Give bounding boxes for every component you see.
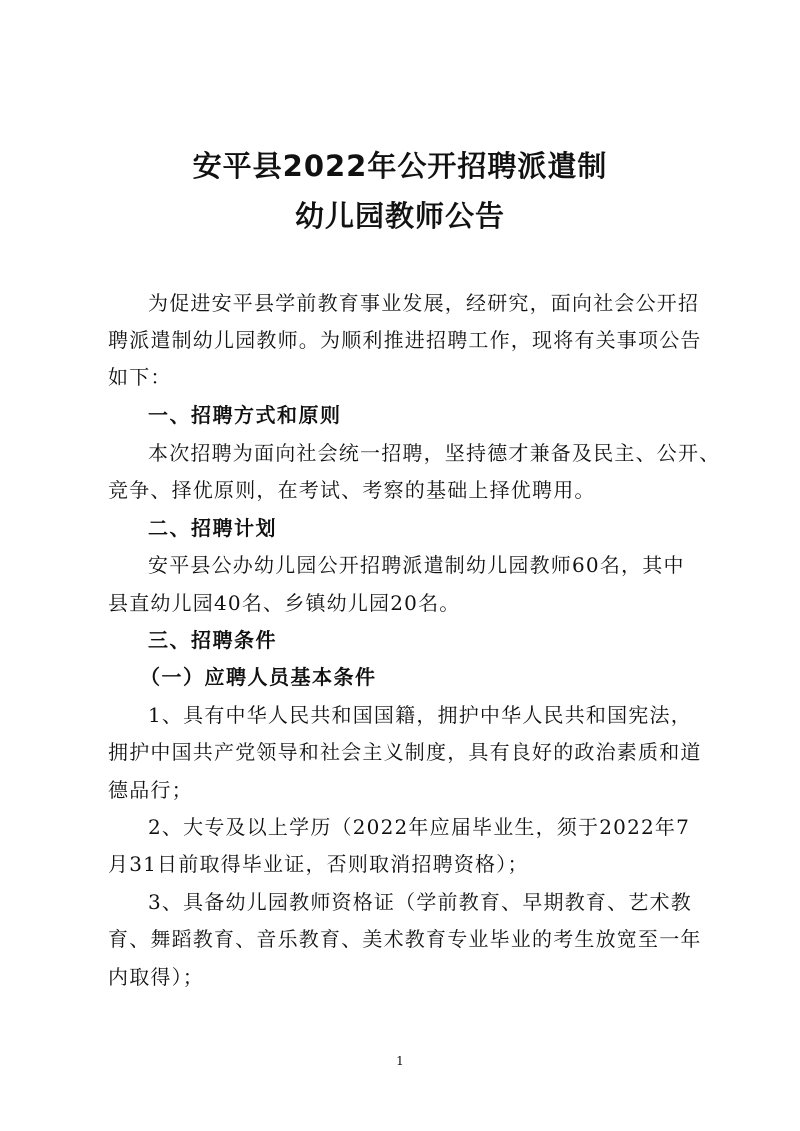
item-1-line-2: 拥护中国共产党领导和社会主义制度，具有良好的政治素质和道	[108, 740, 702, 764]
item-1-line-3: 德品行；	[108, 778, 193, 802]
section-2-heading: 二、招聘计划	[148, 516, 277, 540]
item-3-line-2: 育、舞蹈教育、音乐教育、美术教育专业毕业的考生放宽至一年	[108, 927, 702, 951]
document-title-line-2: 幼儿园教师公告	[294, 199, 505, 233]
item-1-line-1: 1、具有中华人民共和国国籍，拥护中华人民共和国宪法，	[148, 703, 692, 727]
intro-line-2: 聘派遣制幼儿园教师。为顺利推进招聘工作，现将有关事项公告	[108, 328, 702, 352]
item-3-line-3: 内取得）；	[108, 965, 204, 989]
intro-line-1: 为促进安平县学前教育事业发展，经研究，面向社会公开招	[148, 291, 700, 315]
section-2-line-2: 县直幼儿园40名、乡镇幼儿园20名。	[108, 591, 461, 615]
page-number: 1	[396, 1054, 404, 1068]
intro-line-3: 如下：	[108, 365, 172, 389]
section-2-line-1: 安平县公办幼儿园公开招聘派遣制幼儿园教师60名，其中	[148, 553, 685, 577]
item-2-line-1: 2、大专及以上学历（2022年应届毕业生，须于2022年7	[148, 815, 691, 839]
document-title-line-1: 安平县2022年公开招聘派遣制	[192, 149, 608, 183]
item-3-line-1: 3、具备幼儿园教师资格证（学前教育、早期教育、艺术教	[148, 890, 692, 914]
section-3-heading: 三、招聘条件	[148, 628, 277, 652]
section-3-subheading: （一）应聘人员基本条件	[140, 665, 377, 689]
section-1-line-1: 本次招聘为面向社会统一招聘，坚持德才兼备及民主、公开、	[148, 441, 721, 465]
section-1-line-2: 竞争、择优原则，在考试、考察的基础上择优聘用。	[108, 478, 596, 502]
section-1-heading: 一、招聘方式和原则	[148, 403, 342, 427]
item-2-line-2: 月31日前取得毕业证，否则取消招聘资格）；	[108, 852, 529, 876]
